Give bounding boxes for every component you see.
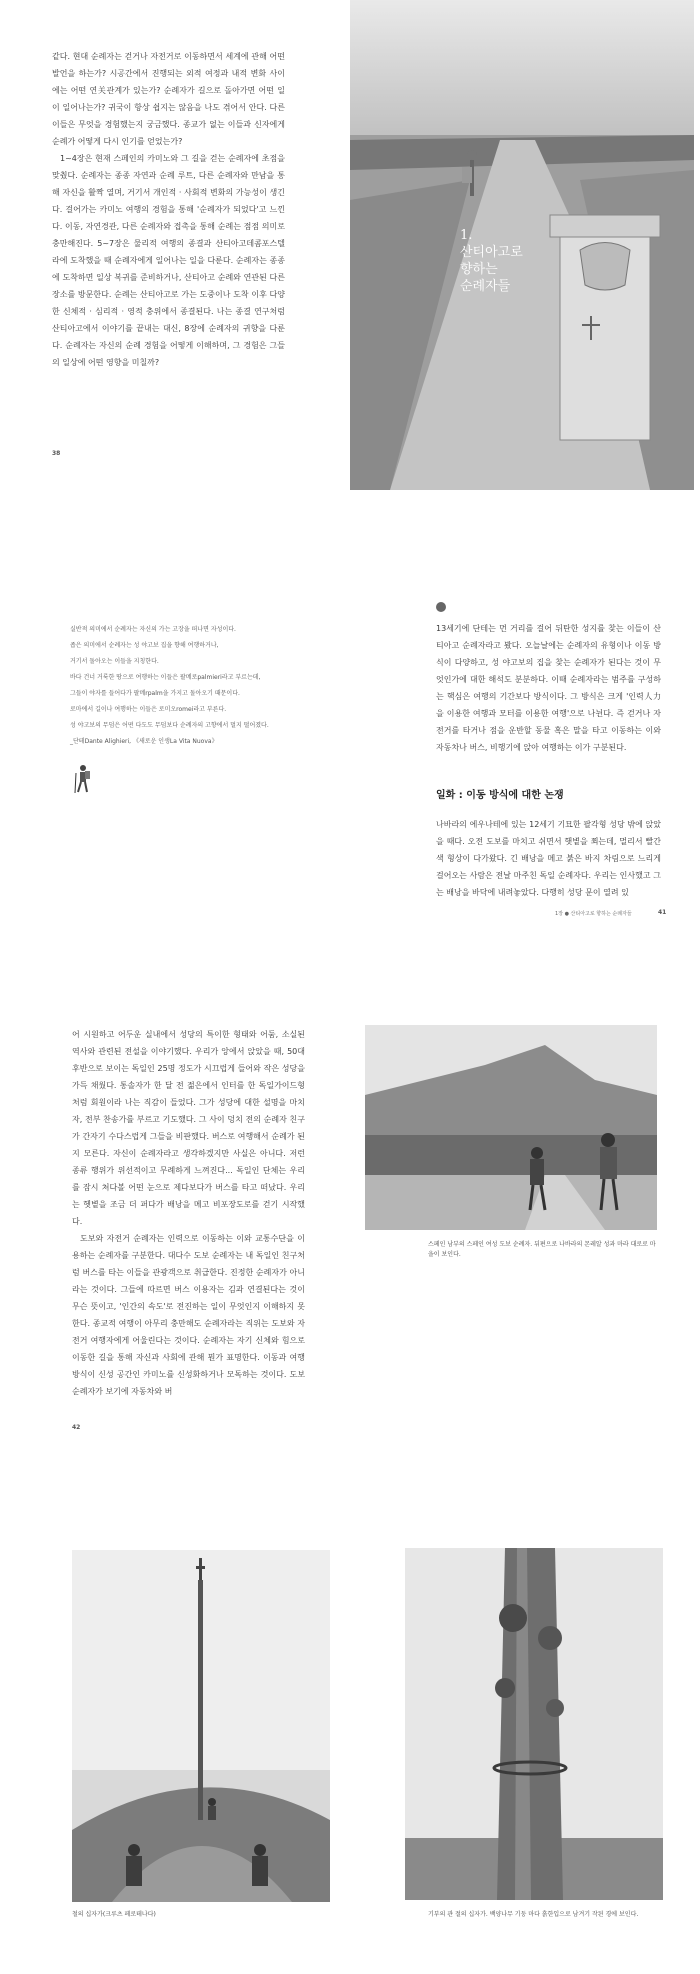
body-paragraph: 도보와 자전거 순례자는 인력으로 이동하는 이와 교통수단을 이용하는 순례자를 구분한다. 대다수 도보 순례자는 내 독일인 친구처럼 버스를 타는 이들을 관광객으로 취급한다. 진정한 순례자가 아니라는 것이다. 그들에 따르면 버스 이용자는 김과 연결된다는 것이 무슨 뜻이고, '인간의 속도'로 전진하는 일이 무엇인지 이해하지 못한다. 종교적 여행이 아무리 충만해도 순례자라는 직위는 도보와 자전거 여행자에게 어울린다는 것이다. 순례자는 자기 신체와 힘으로 이동한 길을 통해 자신과 사회에 관해 뭔가 표명한다. 이동과 여행 방식이 신성 공간인 카미노를 신성화하거나 모독하는 것이다. 도보 순례자가 보기에 자동차와 버 bbox=[72, 1234, 305, 1396]
spread2-section-paragraph: 나바라의 에우나테에 있는 12세기 기묘한 팔각형 성당 밖에 앉았을 때다. 오전 도보를 마치고 쉬면서 햇볕을 쬐는데, 멀리서 빨간색 형상이 다가왔다. 긴 배낭을 메고 붉은 바지 차림으로 느리게 걸어오는 사람은 전날 마주친 독일 순례자다. 우리는 인사했고 그는 배낭을 바닥에 내려놓았다. 다행히 성당 문이 열려 있 bbox=[436, 820, 661, 897]
iron-cross-photo bbox=[72, 1550, 330, 1902]
chapter-title-line: 순례자들 bbox=[460, 279, 511, 294]
pilgrims-walking-photo bbox=[365, 1025, 657, 1230]
page-number: 41 bbox=[658, 909, 667, 916]
epigraph-line: 좁은 의미에서 순례자는 성 야고보 집을 향해 여행하거나, bbox=[70, 642, 219, 649]
section-heading: 일화 : 이동 방식에 대한 논쟁 bbox=[436, 790, 564, 801]
running-footer: 1장 ● 산티아고로 향하는 순례자들 bbox=[555, 911, 632, 917]
spread3-left-body bbox=[72, 1026, 305, 1400]
chapter-number: 1. bbox=[460, 228, 473, 243]
photo-caption: 철의 십자가(크루츠 페로테나다) bbox=[72, 1911, 156, 1918]
chapter-title-line: 산티아고로 bbox=[460, 245, 523, 260]
spread2-intro-paragraph: 13세기에 단테는 먼 거리를 걸어 뒤탄한 성지를 찾는 이들이 산티아고 순례자라고 봤다. 오늘날에는 순례자의 유형이나 이동 방식이 다양하고, 성 야고보의 집을 찾는 순례자가 된다는 것이 무엇인가에 대한 해석도 분분하다. 이때 순례자라는 범주를 구성하는 핵심은 여행의 기간보다 방식이다. 그 방식은 크게 '인력人力을 이용한 여행과 모터를 이용한 여행'으로 나뉜다. 즉 걷거나 자전거를 타거나 점을 운반할 동물 혹은 말을 타고 이동하는 이와 자동차나 버스, 비행기에 앉아 여행하는 이가 구분된다. bbox=[436, 624, 661, 752]
spread1-left-body bbox=[52, 48, 285, 371]
body-paragraph: 어 시원하고 어두운 실내에서 성당의 특이한 형태와 어둠, 소실된 역사와 관련된 전설을 이야기했다. 우리가 앙에서 앉았을 때, 50대 후반으로 보이는 독일인 25명 정도가 시끄럽게 들어와 작은 성당을 가득 채웠다. 통솔자가 한 달 전 젊은에서 인터를 한 독일가이드형처럼 회원이라 나는 직감이 들었다. 그가 성당에 대한 설명을 마치자, 전부 찬송가를 부르고 기도했다. 그 사이 덩치 전의 순례자 친구가 간자기 수다스럽게 그들을 비판했다. 버스로 여행해서 순례가 된지 모른다. 자신이 순례자라고 생각하겠지만 사실은 아니다. 저런 종류 행위가 위선적이고 무례하게 느껴진다... 독일인 단체는 우리를 잠시 쳐다볼 어떤 눈으로 제다보다가 버스를 타고 떠났다. 우리는 헷볕을 조금 더 퍼다가 배낭을 메고 비포장도로를 걷기 시작했다. bbox=[72, 1030, 305, 1226]
page-number: 42 bbox=[72, 1424, 81, 1431]
pilgrim-figure-icon bbox=[72, 764, 94, 794]
chapter-title-line: 향하는 bbox=[460, 262, 498, 277]
epigraph bbox=[70, 622, 320, 750]
chapter-title bbox=[460, 244, 523, 295]
epigraph-line: 실반적 의미에서 순례자는 자신의 가는 고장을 떠나면 자성이다. bbox=[70, 626, 236, 633]
page-number: 38 bbox=[52, 450, 61, 457]
cross-trunk-closeup-photo bbox=[405, 1548, 663, 1900]
photo-caption: 스페인 남부의 스페인 여성 도보 순례자. 뒤편으로 나바라의 몬레알 성과 마라 대로로 마을이 보인다. bbox=[428, 1241, 656, 1258]
body-paragraph: 같다. 현대 순례자는 걷거나 자전거로 이동하면서 세계에 관해 어떤 발언을 하는가? 시공간에서 진행되는 외적 여정과 내적 변화 사이에는 어떤 연关관계가 있는가? 순례자가 길으로 돌아가면 어떤 일이 일어나는가? 귀국이 항상 쉽지는 않음을 나도 겪어서 안다. 다른 이들은 무엇을 경험했는지 궁금했다. 종교가 없는 이들과 신자에게 순례가 어떻게 다시 인기를 얻었는가? bbox=[52, 52, 285, 146]
epigraph-line: 거기서 돌아오는 이들을 지칭한다. bbox=[70, 658, 159, 665]
epigraph-line: 로마에서 길이나 여행하는 이들은 로미오romei라고 부른다. bbox=[70, 706, 227, 713]
body-paragraph: 1~4장은 현재 스페인의 카미노와 그 길을 걷는 순례자에 초점을 맞췄다. 순례자는 종종 자연과 순례 루트, 다른 순례자와 만남을 통해 자신을 활짝 열며, 거기서 개인적 · 사회적 변화의 가능성이 생긴다. 걸어가는 카미노 여행의 경험을 통해 '순례자가 되었다'고 느낀다. 이동, 자연경관, 다른 순례자와 접촉을 통해 순례는 점점 의미로 충만해진다. 5~7장은 물리적 여행의 종결과 산티아고데콤포스텔라에 도착했을 때 순례자에게 일어나는 일을 다룬다. 순례자는 종종에 도착하면 일상 복귀를 준비하거나, 산티아고 순례와 연관된 다른 장소를 방문한다. 순례는 산티아고로 가는 도중이나 도착 이후 다양한 신체적 · 심리적 · 영적 충위에서 종결된다. 나는 종결 연구처럼 산티아고에서 이야기를 끝내는 대신, 8장에 순례자의 귀향을 다룬다. 순례자는 자신의 순례 경험을 어떻게 이해하며, 그 경험은 그들의 일상에 어떤 영향을 미칠까? bbox=[52, 154, 285, 367]
photo-caption: 기부의 관 절의 십자가. 백양나무 기둥 마다 흙한입으로 남겨기 작된 경에 보인다. bbox=[428, 1911, 639, 1918]
epigraph-line: 성 야고보의 무덤은 어떤 다도도 무덤보다 순례자의 고향에서 멀지 떨어졌다. bbox=[70, 722, 269, 729]
section-bullet-icon bbox=[436, 602, 446, 612]
epigraph-line: _단테Dante Alighieri, 《새로운 인생La Vita Nuova》 bbox=[70, 738, 218, 745]
epigraph-line: 그들이 야자를 들어다가 팔메rpalm을 가지고 돌아오기 때문이다. bbox=[70, 690, 240, 697]
epigraph-line: 바다 건너 거룩한 땅으로 여행하는 이들은 팔메로palmieri라고 부르는데, bbox=[70, 674, 261, 681]
chapter-opener-photo bbox=[350, 0, 694, 490]
